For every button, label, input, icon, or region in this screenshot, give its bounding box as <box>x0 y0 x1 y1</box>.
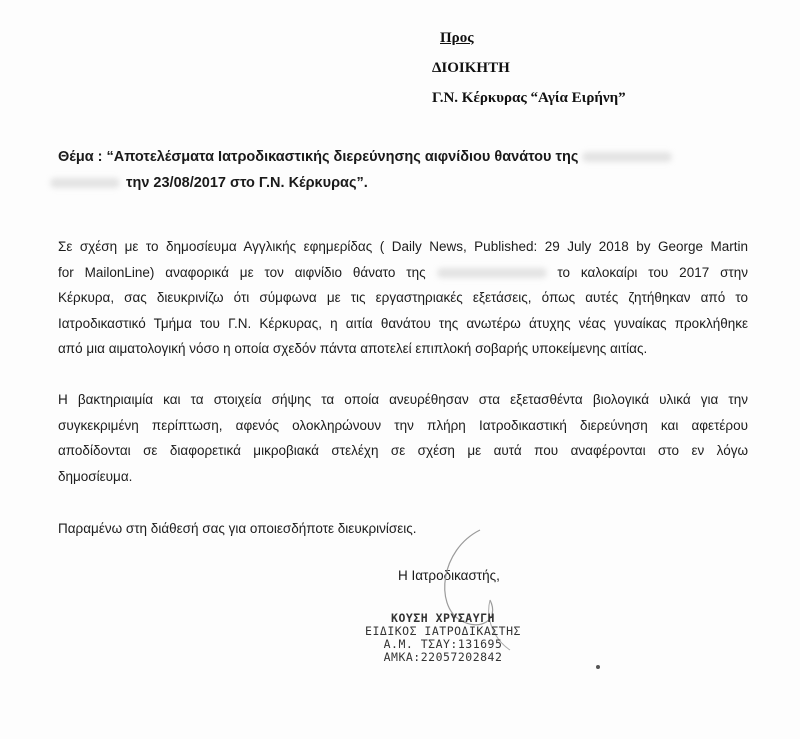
paragraph-line: Η βακτηριαιμία και τα στοιχεία σήψης τα οποία ανευρέθησαν στα εξετασθέντα βιολογικά υλικά για την <box>58 392 748 407</box>
paragraph-line: δημοσίευμα. <box>58 468 133 484</box>
subject-label: Θέμα : <box>58 149 103 165</box>
recipient-title: ΔΙΟΙΚΗΤΗ <box>432 60 510 76</box>
paragraph-line: από μια αιματολογική νόσο η οποία σχεδόν πάντα αποτελεί επιπλοκή σοβαρής υποκείμενης αιτίας. <box>58 341 648 356</box>
paragraph-line: Ιατροδικαστικό Τμήμα του Γ.Ν. Κέρκυρας, η αιτία θανάτου της ανωτέρω άτυχης νέας γυναίκας προκλήθηκε <box>58 315 748 331</box>
paragraph-line: συγκεκριμένη περίπτωση, αφενός ολοκληρώνουν την πλήρη Ιατροδικαστική διερεύνηση και αφετέρου <box>58 417 748 433</box>
paragraph-line: Κέρκυρα, σας διευκρινίζω ότι σύμφωνα με τις εργαστηριακές εξετάσεις, όπως αυτές ζητήθηκαν από το <box>58 290 748 305</box>
paragraph-line: αποδίδονται σε διαφορετικά μικροβιακά στελέχη σε σχέση με αυτά που αναφέρονται στο εν λόγω <box>58 443 748 458</box>
redacted-name <box>582 152 672 162</box>
paragraph-line: το καλοκαίρι του 2017 στην <box>557 264 748 280</box>
stamp-name: ΚΟΥΣΗ ΧΡΥΣΑΥΓΗ <box>391 611 495 625</box>
recipient-pros: Προς <box>440 30 474 46</box>
redacted-name <box>50 178 120 188</box>
subject-line1: “Αποτελέσματα Ιατροδικαστικής διερεύνησης αιφνίδιου θανάτου της <box>106 149 579 165</box>
paragraph-line: for MailonLine) αναφορικά με τον αιφνίδιο θάνατο της <box>58 264 426 280</box>
paragraph-1 <box>58 234 748 362</box>
stamp-role: ΕΙΔΙΚΟΣ ΙΑΤΡΟΔΙΚΑΣΤΗΣ <box>365 624 521 638</box>
paragraph-line: Σε σχέση με το δημοσίευμα Αγγλικής εφημερίδας ( Daily News, Published: 29 July 2018 by George Martin <box>58 239 748 254</box>
paragraph-3: Παραμένω στη διάθεσή σας για οποιεσδήποτε διευκρινίσεις. <box>58 521 417 536</box>
ink-dot <box>596 665 600 669</box>
closing-signer: Η Ιατροδικαστής, <box>398 568 500 583</box>
redacted-name <box>437 268 547 278</box>
subject-block <box>58 144 758 196</box>
stamp-am: Α.Μ. ΤΣΑΥ:131695 <box>383 637 503 651</box>
paragraph-2 <box>58 387 748 489</box>
stamp-amka: ΑΜΚΑ:22057202842 <box>383 650 503 664</box>
official-stamp <box>358 612 528 664</box>
subject-line2: την 23/08/2017 στο Γ.Ν. Κέρκυρας”. <box>126 175 368 191</box>
recipient-hospital: Γ.Ν. Κέρκυρας “Αγία Ειρήνη” <box>432 90 626 106</box>
